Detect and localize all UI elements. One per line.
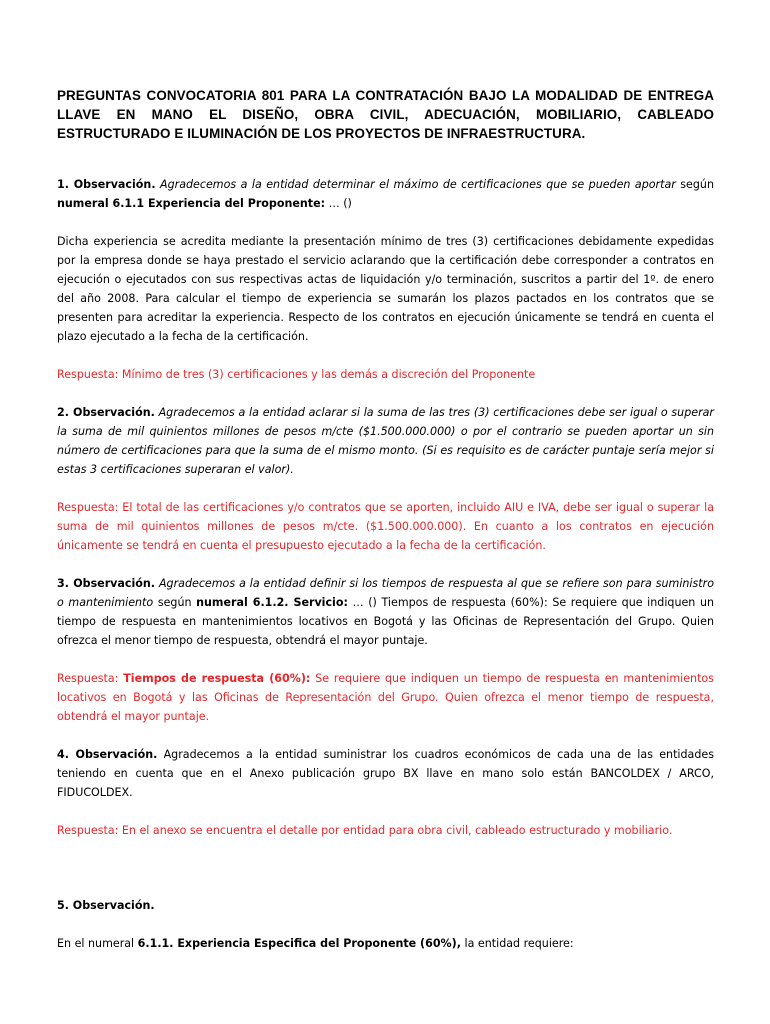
observation-2-label: 2. Observación.: [57, 406, 155, 419]
observation-3-pre: según: [157, 596, 192, 609]
document-page: [57, 86, 714, 953]
answer-3-post: Se requiere que indiquen un tiempo de respuesta en mantenimientos locativos en Bogotá y las Oficinas de Representación del Grupo. Quien ofrezca el menor tiempo de respuesta, obtendrá el mayor puntaje.: [57, 672, 714, 723]
answer-3-bold: Tiempos de respuesta (60%):: [123, 672, 311, 685]
observation-1: [57, 175, 714, 213]
observation-5-label-line: [57, 896, 714, 915]
observation-2: [57, 403, 714, 479]
observation-3-text: Agradecemos a la entidad definir si los tiempos de respuesta al que se refiere son para suministro o mantenimiento: [57, 577, 714, 609]
observation-4-label: 4. Observación.: [57, 748, 158, 761]
answer-2: Respuesta: El total de las certificaciones y/o contratos que se aporten, incluido AIU e IVA, debe ser igual o superar la suma de mil quinientos millones de pesos m/cte. ($1.500.000.000). En cuanto a los contratos en ejecución únicamente se tendrá en cuenta el presupuesto ejecutado a la fecha de la certificación.: [57, 501, 714, 552]
observation-4: [57, 745, 714, 802]
observation-5-label: 5. Observación.: [57, 899, 155, 912]
observation-3-post: … () Tiempos de respuesta (60%): Se requiere que indiquen un tiempo de respuesta en mantenimientos locativos en Bogotá y las Oficinas de Representación del Grupo. Quien ofrezca el menor tiempo de respuesta, obtendrá el mayor puntaje.: [57, 596, 715, 647]
observation-4-text: Agradecemos a la entidad suministrar los cuadros económicos de cada una de las entidades teniendo en cuenta que en el Anexo publicación grupo BX llave en mano solo están BANCOLDEX / ARCO, FIDUCOLDEX.: [57, 748, 714, 799]
observation-1-numeral: numeral 6.1.1 Experiencia del Proponente:: [57, 197, 326, 210]
answer-1: Respuesta: Mínimo de tres (3) certificaciones y las demás a discreción del Proponente: [57, 368, 536, 381]
spacer: [57, 840, 714, 896]
observation-5-numeral: 6.1.1. Experiencia Especifica del Proponente (60%),: [137, 937, 461, 950]
observation-1-text: Agradecemos a la entidad determinar el máximo de certificaciones que se pueden aportar: [160, 178, 676, 191]
document-title: PREGUNTAS CONVOCATORIA 801 PARA LA CONTRATACIÓN BAJO LA MODALIDAD DE ENTREGA LLAVE EN MANO EL DISEÑO, OBRA CIVIL, ADECUACIÓN, MOBILIARIO, CABLEADO ESTRUCTURADO E ILUMINACIÓN DE LOS PROYECTOS DE INFRAESTRUCTURA.: [57, 88, 714, 141]
answer-3-pre: Respuesta:: [57, 672, 119, 685]
observation-1-body: Dicha experiencia se acredita mediante la presentación mínimo de tres (3) certificaciones debidamente expedidas por la empresa donde se haya prestado el servicio aclarando que la certificación debe corresponder a contratos en ejecución o ejecutados con sus respectivas actas de liquidación y/o terminación, suscritos a partir del 1º. de enero del año 2008. Para calcular el tiempo de experiencia se sumarán los plazos pactados en los contratos que se presenten para acreditar la experiencia. Respecto de los contratos en ejecución únicamente se tendrá en cuenta el plazo ejecutado a la fecha de la certificación.: [57, 235, 714, 343]
observation-1-pre: según: [680, 178, 714, 191]
answer-4: Respuesta: En el anexo se encuentra el detalle por entidad para obra civil, cableado estructurado y mobiliario.: [57, 824, 673, 837]
observation-2-text: Agradecemos a la entidad aclarar si la suma de las tres (3) certificaciones debe ser igual o superar la suma de mil quinientos millones de pesos m/cte ($1.500.000.000) o por el contrario se pueden aportar un sin número de certificaciones para que la suma de el mismo monto. (Si es requisito es de carácter puntaje sería mejor si estas 3 certificaciones superaran el valor).: [57, 406, 714, 476]
observation-3-numeral: numeral 6.1.2. Servicio:: [196, 596, 348, 609]
observation-1-post: … (): [328, 197, 352, 210]
observation-5-pre: En el numeral: [57, 937, 135, 950]
answer-3: [57, 669, 714, 726]
observation-1-label: 1. Observación.: [57, 178, 156, 191]
observation-3-label: 3. Observación.: [57, 577, 156, 590]
observation-5: [57, 934, 714, 953]
observation-3: [57, 574, 714, 650]
observation-5-post: la entidad requiere:: [464, 937, 574, 950]
